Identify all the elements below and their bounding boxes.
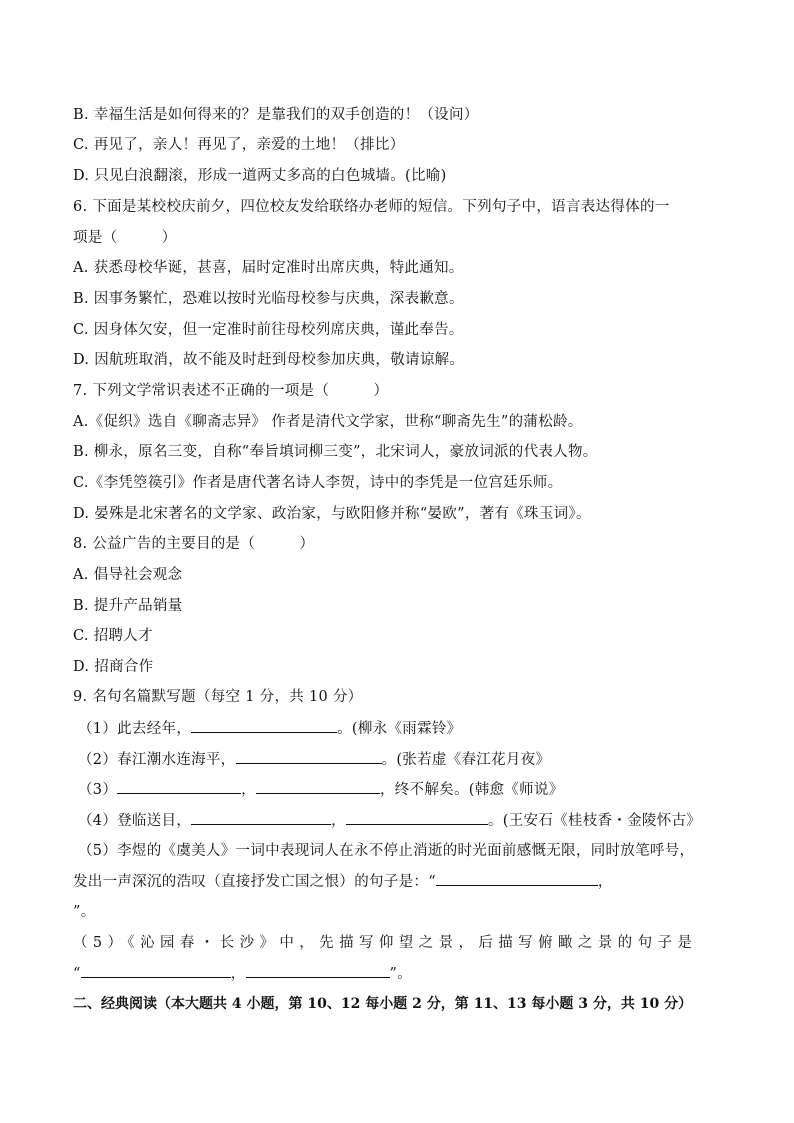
answer-blank[interactable] — [436, 871, 598, 886]
q9-item-6-prefix: “ — [73, 966, 81, 982]
q8-option-c: C. 招聘人才 — [73, 628, 153, 644]
q6-stem-line1: 6. 下面是某校校庆前夕，四位校友发给联络办老师的短信。下列句子中，语言表达得体的一 — [73, 199, 670, 215]
q5-option-b: B. 幸福生活是如何得来的？是靠我们的双手创造的！（设问） — [73, 107, 479, 123]
q9-item-6-mid: ， — [230, 966, 246, 982]
q6-option-c: C. 因身体欠安，但一定准时前往母校列席庆典，谨此奉告。 — [73, 322, 464, 338]
q9-item-2-prefix: （2）春江潮水连海平， — [78, 752, 236, 768]
q9-item-5-line3: ”。 — [73, 904, 96, 920]
q6-option-b: B. 因事务繁忙，恐难以按时光临母校参与庆典，深表歉意。 — [73, 291, 464, 307]
q9-item-6-suffix: ”。 — [389, 966, 413, 982]
q6-option-d: D. 因航班取消，故不能及时赶到母校参加庆典，敬请谅解。 — [73, 352, 465, 368]
answer-blank[interactable] — [117, 779, 241, 794]
q9-item-5-suffix: ， — [597, 874, 613, 890]
q9-item-4-suffix: 。(王安石《桂枝香・金陵怀古》 — [487, 813, 702, 829]
q8-option-a: A. 倡导社会观念 — [73, 567, 183, 583]
q9-item-2 — [78, 749, 550, 770]
section-heading: 二、经典阅读（本大题共 4 小题，第 10、12 每小题 2 分，第 11、13 每小题 3 分，共 10 分） — [73, 996, 693, 1012]
answer-blank[interactable] — [246, 963, 390, 978]
q9-item-4-prefix: （4）登临送目， — [78, 813, 192, 829]
q5-option-c: C. 再见了，亲人！再见了，亲爱的土地！（排比） — [73, 137, 405, 153]
q6-option-a: A. 获悉母校华诞，甚喜，届时定准时出席庆典，特此通知。 — [73, 260, 464, 276]
q9-item-3-suffix: ，终不解矣。(韩愈《师说》 — [379, 782, 564, 798]
q9-item-3-prefix: （3） — [78, 782, 118, 798]
q9-item-4 — [78, 810, 701, 831]
q9-item-1-suffix: 。(柳永《雨霖铃》 — [337, 721, 462, 737]
answer-blank[interactable] — [346, 810, 488, 825]
answer-blank[interactable] — [236, 749, 382, 764]
q9-item-6-line1: （5）《沁园春・长沙》中，先描写仰望之景，后描写俯瞰之景的句子是 — [73, 935, 698, 951]
q9-item-5-prefix: 发出一声深沉的浩叹（直接抒发亡国之恨）的句子是：“ — [73, 874, 436, 890]
q9-item-3 — [78, 779, 564, 800]
answer-blank[interactable] — [256, 779, 380, 794]
q7-option-a: A.《促织》选自《聊斋志异》 作者是清代文学家，世称“聊斋先生”的蒲松龄。 — [73, 414, 583, 430]
q9-item-2-suffix: 。(张若虚《春江花月夜》 — [381, 752, 551, 768]
q9-item-1-prefix: （1）此去经年， — [78, 721, 192, 737]
answer-blank[interactable] — [191, 810, 331, 825]
q7-option-d: D. 晏殊是北宋著名的文学家、政治家，与欧阳修并称“晏欧”，著有《珠玉词》。 — [73, 506, 591, 522]
q9-stem: 9. 名句名篇默写题（每空 1 分，共 10 分） — [73, 689, 363, 705]
answer-blank[interactable] — [81, 963, 231, 978]
q9-item-3-mid: ， — [241, 782, 256, 798]
q7-stem: 7. 下列文学常识表述不正确的一项是（ ） — [73, 383, 389, 399]
q8-option-d: D. 招商合作 — [73, 659, 154, 675]
q5-option-d: D. 只见白浪翻滚，形成一道两丈多高的白色城墙。(比喻) — [73, 168, 447, 184]
q9-item-5-line2 — [73, 871, 613, 892]
q6-stem-line2: 项是（ ） — [73, 230, 177, 246]
answer-blank[interactable] — [191, 718, 337, 733]
q8-option-b: B. 提升产品销量 — [73, 598, 183, 614]
q7-option-b: B. 柳永，原名三变，自称“奉旨填词柳三变”，北宋词人，豪放词派的代表人物。 — [73, 444, 598, 460]
q7-option-c: C.《李凭箜篌引》作者是唐代著名诗人李贺，诗中的李凭是一位宫廷乐师。 — [73, 475, 563, 491]
q8-stem: 8. 公益广告的主要目的是（ ） — [73, 536, 315, 552]
q9-item-5-line1: （5）李煜的《虞美人》一词中表现词人在永不停止消逝的时光面前感慨无限，同时放笔呼号， — [78, 843, 695, 859]
q9-item-6-line2 — [73, 963, 412, 984]
q9-item-1 — [78, 718, 461, 739]
q9-item-4-mid: ， — [331, 813, 346, 829]
